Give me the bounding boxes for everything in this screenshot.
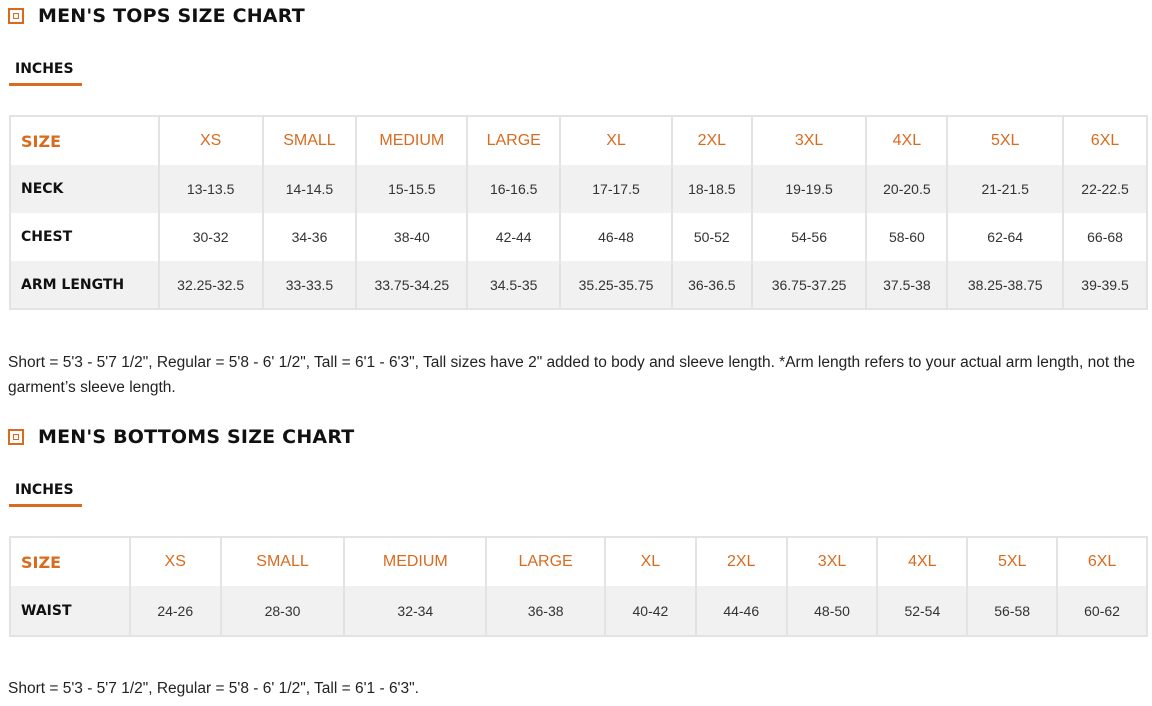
size-header-cell: 6XL xyxy=(1063,116,1147,165)
measurement-cell: 37.5-38 xyxy=(866,261,947,309)
measurement-cell: 46-48 xyxy=(560,213,672,261)
measurement-cell: 40-42 xyxy=(605,586,696,636)
bottoms-fit-note: Short = 5'3 - 5'7 1/2", Regular = 5'8 - 6' 1/2", Tall = 6'1 - 6'3". xyxy=(8,680,419,697)
measurement-cell: 34-36 xyxy=(263,213,357,261)
row-label: ARM LENGTH xyxy=(10,261,159,309)
measurement-cell: 21-21.5 xyxy=(947,165,1063,213)
size-header-cell: 5XL xyxy=(967,537,1057,586)
measurement-cell: 19-19.5 xyxy=(752,165,867,213)
measurement-cell: 20-20.5 xyxy=(866,165,947,213)
measurement-cell: 32-34 xyxy=(344,586,486,636)
measurement-cell: 52-54 xyxy=(877,586,967,636)
size-header-cell: XL xyxy=(605,537,696,586)
size-header-cell: SMALL xyxy=(263,116,357,165)
table-row xyxy=(10,261,1147,309)
measurement-cell: 39-39.5 xyxy=(1063,261,1147,309)
size-column-header: SIZE xyxy=(10,537,130,586)
measurement-cell: 28-30 xyxy=(221,586,345,636)
row-label: CHEST xyxy=(10,213,159,261)
measurement-cell: 44-46 xyxy=(696,586,787,636)
size-header-cell: 3XL xyxy=(752,116,867,165)
measurement-cell: 58-60 xyxy=(866,213,947,261)
measurement-cell: 38-40 xyxy=(356,213,467,261)
measurement-cell: 33-33.5 xyxy=(263,261,357,309)
table-row xyxy=(10,586,1147,636)
measurement-cell: 54-56 xyxy=(752,213,867,261)
tops-size-table xyxy=(9,115,1148,310)
measurement-cell: 17-17.5 xyxy=(560,165,672,213)
bottoms-header[interactable] xyxy=(8,426,354,448)
measurement-cell: 22-22.5 xyxy=(1063,165,1147,213)
measurement-cell: 36-38 xyxy=(486,586,605,636)
measurement-cell: 35.25-35.75 xyxy=(560,261,672,309)
measurement-cell: 38.25-38.75 xyxy=(947,261,1063,309)
tops-fit-note: Short = 5'3 - 5'7 1/2", Regular = 5'8 - 6' 1/2", Tall = 6'1 - 6'3", Tall sizes have 2" added to body and sleeve length. *Arm length refers to your actual arm length, not the garment’s sleeve length. xyxy=(8,354,1136,396)
size-header-cell: XL xyxy=(560,116,672,165)
row-label: WAIST xyxy=(10,586,130,636)
measurement-cell: 33.75-34.25 xyxy=(356,261,467,309)
size-header-cell: XS xyxy=(159,116,263,165)
size-header-cell: 5XL xyxy=(947,116,1063,165)
measurement-cell: 48-50 xyxy=(787,586,878,636)
size-header-cell: LARGE xyxy=(467,116,560,165)
header-row xyxy=(10,537,1147,586)
measurement-cell: 18-18.5 xyxy=(672,165,752,213)
size-header-cell: MEDIUM xyxy=(356,116,467,165)
header-row xyxy=(10,116,1147,165)
table-row xyxy=(10,213,1147,261)
measurement-cell: 62-64 xyxy=(947,213,1063,261)
bottoms-size-table xyxy=(9,536,1148,637)
measurement-cell: 56-58 xyxy=(967,586,1057,636)
tops-header[interactable] xyxy=(8,5,305,27)
measurement-cell: 16-16.5 xyxy=(467,165,560,213)
measurement-cell: 34.5-35 xyxy=(467,261,560,309)
size-header-cell: 4XL xyxy=(866,116,947,165)
row-label: NECK xyxy=(10,165,159,213)
size-header-cell: XS xyxy=(130,537,221,586)
tops-chart-title: MEN'S TOPS SIZE CHART xyxy=(38,5,305,27)
expand-box-icon[interactable] xyxy=(8,8,24,24)
measurement-cell: 24-26 xyxy=(130,586,221,636)
tops-unit-tab-inches[interactable]: INCHES xyxy=(9,61,82,86)
size-header-cell: MEDIUM xyxy=(344,537,486,586)
size-header-cell: 2XL xyxy=(696,537,787,586)
table-row xyxy=(10,165,1147,213)
measurement-cell: 30-32 xyxy=(159,213,263,261)
bottoms-chart-title: MEN'S BOTTOMS SIZE CHART xyxy=(38,426,355,448)
measurement-cell: 60-62 xyxy=(1057,586,1147,636)
size-header-cell: LARGE xyxy=(486,537,605,586)
measurement-cell: 15-15.5 xyxy=(356,165,467,213)
measurement-cell: 66-68 xyxy=(1063,213,1147,261)
measurement-cell: 36.75-37.25 xyxy=(752,261,867,309)
measurement-cell: 36-36.5 xyxy=(672,261,752,309)
size-header-cell: 6XL xyxy=(1057,537,1147,586)
bottoms-unit-tab-inches[interactable]: INCHES xyxy=(9,482,82,507)
measurement-cell: 14-14.5 xyxy=(263,165,357,213)
size-header-cell: 3XL xyxy=(787,537,878,586)
measurement-cell: 32.25-32.5 xyxy=(159,261,263,309)
measurement-cell: 13-13.5 xyxy=(159,165,263,213)
size-header-cell: 2XL xyxy=(672,116,752,165)
size-column-header: SIZE xyxy=(10,116,159,165)
size-header-cell: SMALL xyxy=(221,537,345,586)
size-header-cell: 4XL xyxy=(877,537,967,586)
expand-box-icon[interactable] xyxy=(8,429,24,445)
measurement-cell: 42-44 xyxy=(467,213,560,261)
measurement-cell: 50-52 xyxy=(672,213,752,261)
